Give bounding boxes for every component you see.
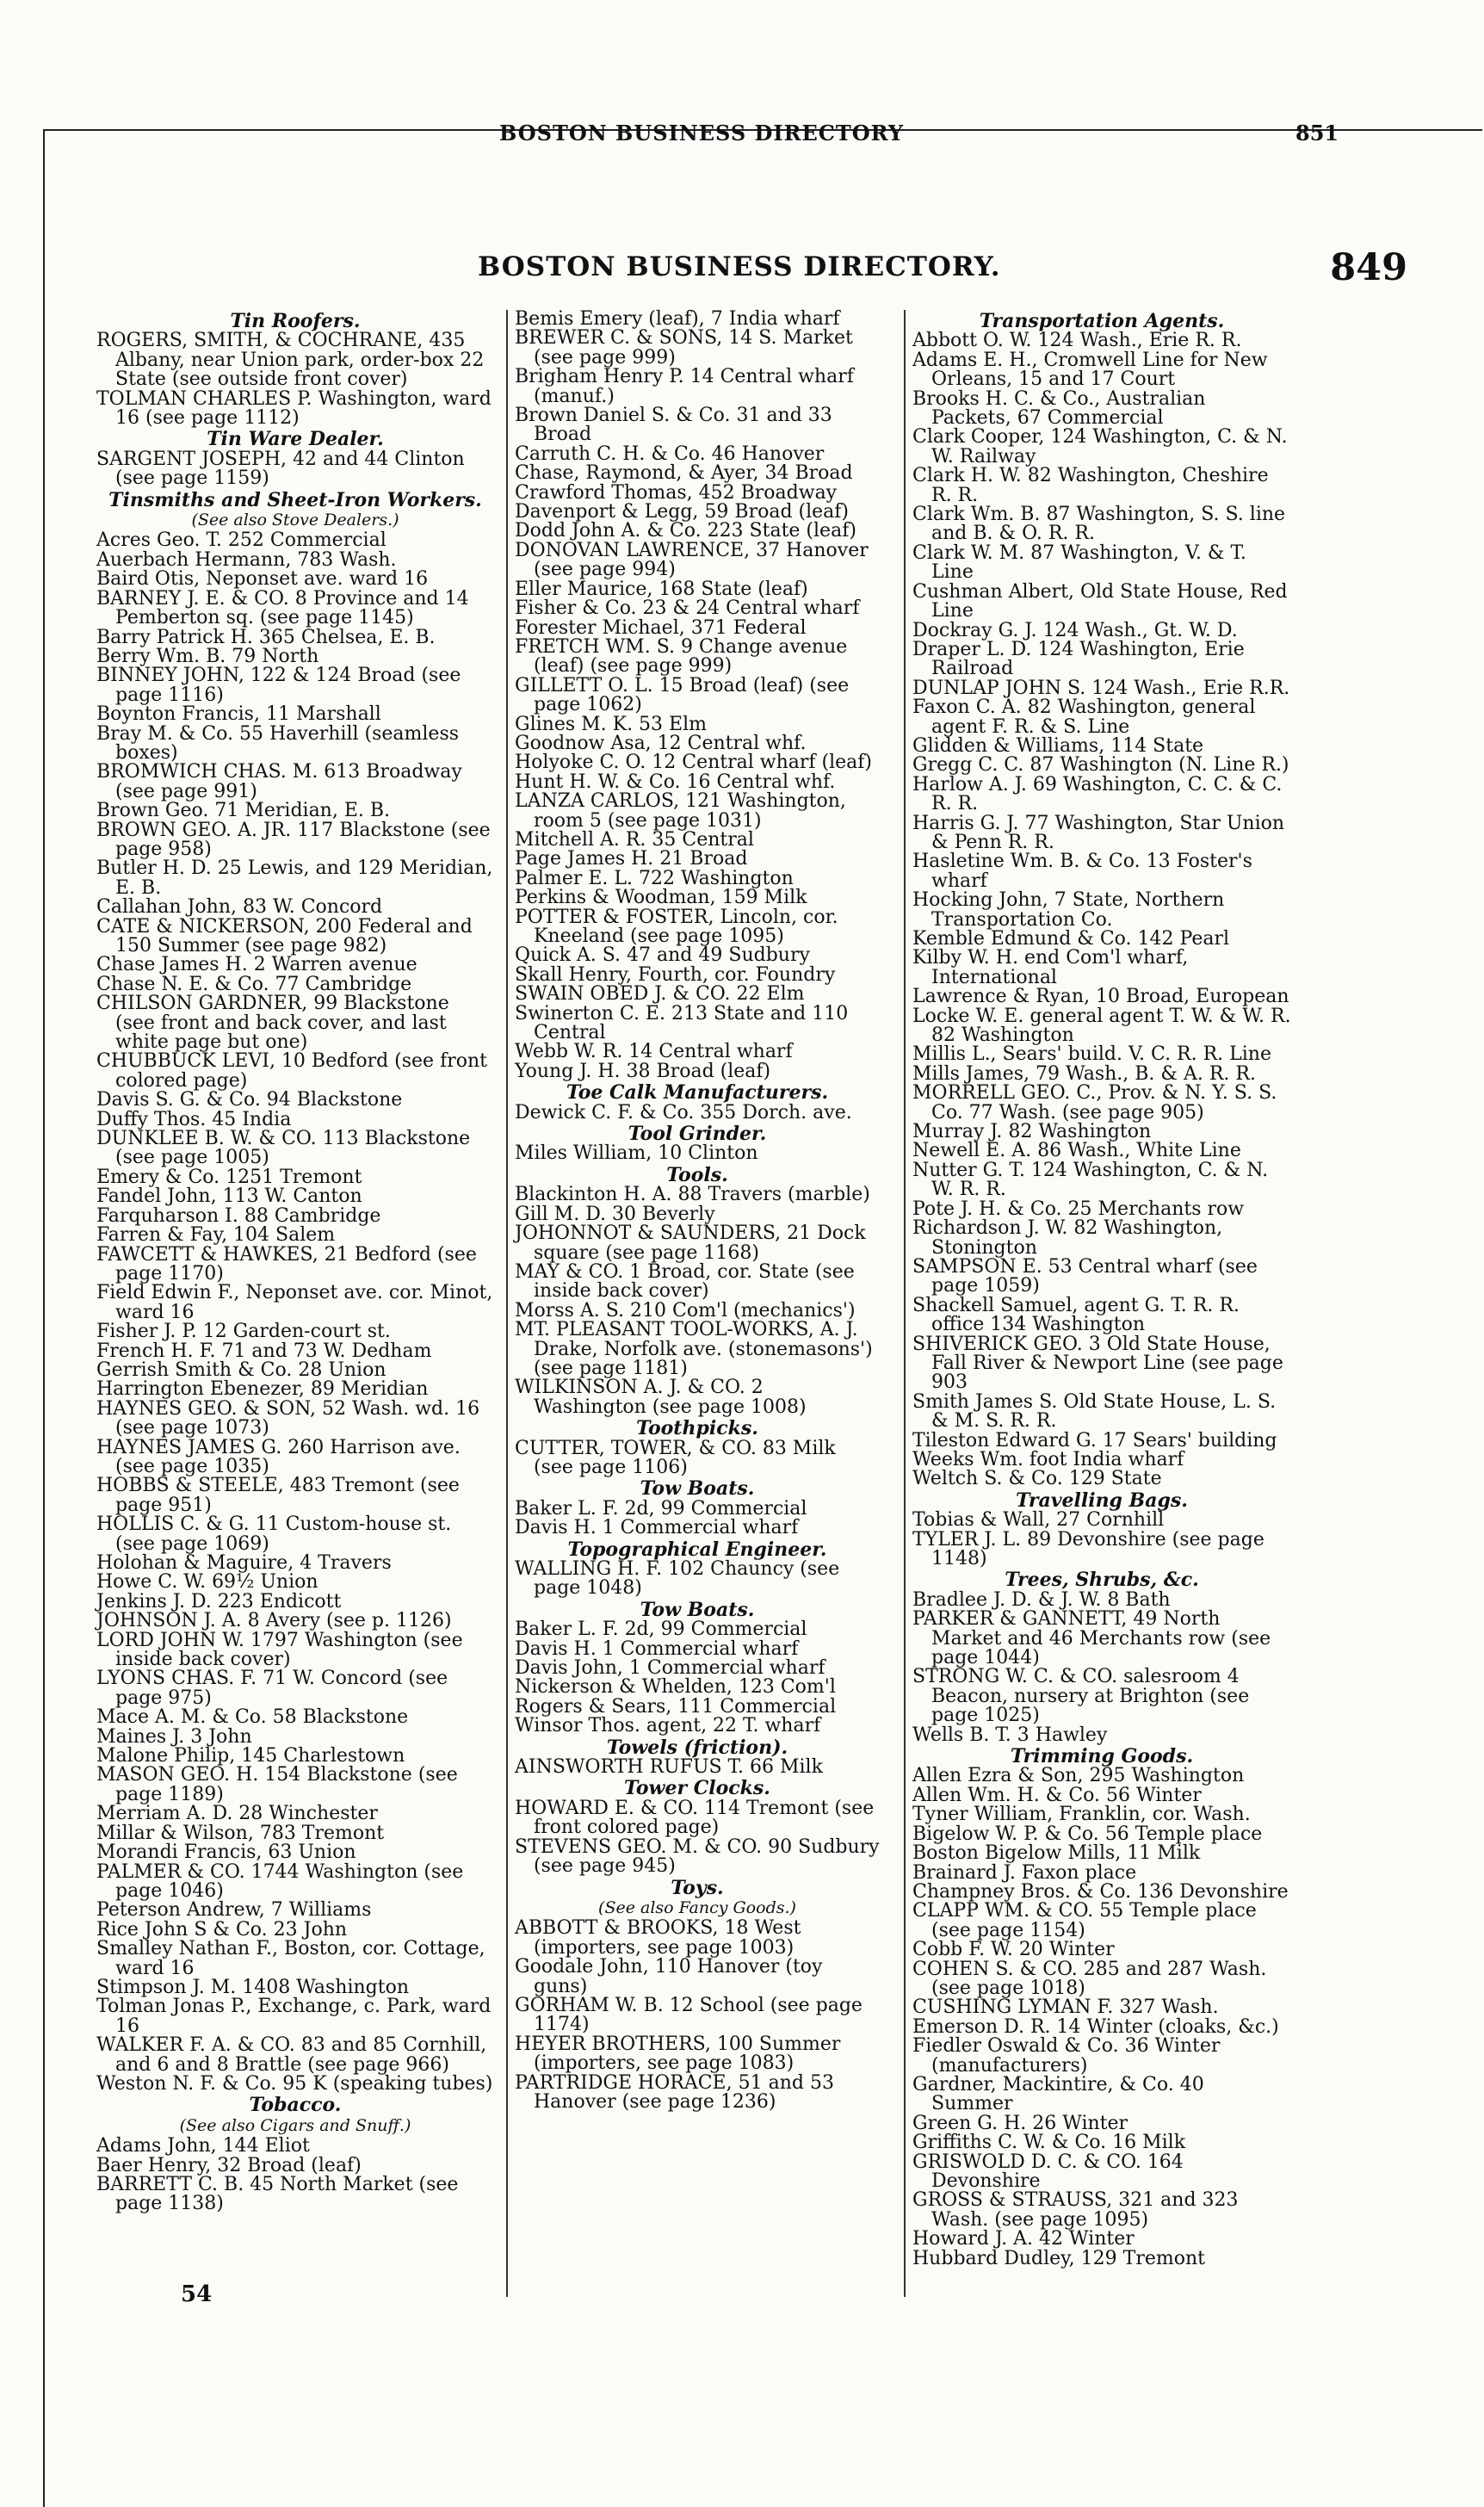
directory-entry: Field Edwin F., Neponset ave. cor. Minot, ward 16	[96, 1282, 493, 1323]
directory-entry: Weston N. F. & Co. 95 K (speaking tubes)	[96, 2072, 493, 2095]
directory-entry: Goodale John, 110 Hanover (toy guns)	[515, 1956, 823, 1997]
directory-entry: Glidden & Williams, 114 State	[912, 734, 1204, 757]
directory-entry: CATE & NICKERSON, 200 Federal and 150 Summer (see page 982)	[96, 915, 473, 956]
directory-entry: Kemble Edmund & Co. 142 Pearl	[912, 928, 1230, 950]
directory-entry: GORHAM W. B. 12 School (see page 1174)	[515, 1994, 863, 2036]
directory-entry: Harrington Ebenezer, 89 Meridian	[96, 1378, 429, 1401]
directory-entry: Hocking John, 7 State, Northern Transportation Co.	[912, 889, 1225, 931]
directory-entry: Tolman Jonas P., Exchange, c. Park, ward 16	[96, 1996, 492, 2037]
directory-entry: ROGERS, SMITH, & COCHRANE, 435 Albany, near Union park, order-box 22 State (see outside front cover)	[96, 330, 485, 391]
directory-entry: Forester Michael, 371 Federal	[515, 616, 807, 639]
directory-entry: FAWCETT & HAWKES, 21 Bedford (see page 1170)	[96, 1243, 477, 1284]
directory-entry: BROWN GEO. A. JR. 117 Blackstone (see page 958)	[96, 819, 491, 860]
cross-reference: (See also Fancy Goods.)	[598, 1897, 796, 1917]
directory-entry: Bemis Emery (leaf), 7 India wharf	[515, 308, 840, 330]
directory-entry: WALKER F. A. & CO. 83 and 85 Cornhill, and 6 and 8 Brattle (see page 966)	[96, 2034, 487, 2076]
directory-entry: Murray J. 82 Washington	[912, 1121, 1152, 1143]
section-heading: Toothpicks.	[636, 1417, 758, 1440]
directory-entry: BARRETT C. B. 45 North Market (see page 1138)	[96, 2174, 459, 2215]
directory-entry: Skall Henry, Fourth, cor. Foundry	[515, 963, 836, 986]
section-heading: Toys.	[671, 1876, 724, 1899]
directory-entry: Fisher J. P. 12 Garden-court st.	[96, 1321, 391, 1343]
directory-entry: HOBBS & STEELE, 483 Tremont (see page 951)	[96, 1475, 460, 1516]
directory-entry: Eller Maurice, 168 State (leaf)	[515, 578, 808, 600]
directory-entry: LANZA CARLOS, 121 Washington, room 5 (see page 1031)	[515, 790, 846, 832]
directory-entry: HOWARD E. & CO. 114 Tremont (see front colored page)	[515, 1797, 875, 1839]
previous-page-running-head: BOSTON BUSINESS DIRECTORY	[499, 121, 905, 145]
directory-entry: SAMPSON E. 53 Central wharf (see page 1059)	[912, 1255, 1258, 1297]
directory-entry: Smalley Nathan F., Boston, cor. Cottage, ward 16	[96, 1938, 485, 1979]
directory-entry: CLAPP WM. & CO. 55 Temple place (see page 1154)	[912, 1900, 1257, 1941]
directory-entry: Mills James, 79 Wash., B. & A. R. R.	[912, 1062, 1256, 1085]
directory-entry: Abbott O. W. 124 Wash., Erie R. R.	[912, 330, 1242, 352]
directory-entry: HEYER BROTHERS, 100 Summer (importers, see page 1083)	[515, 2033, 841, 2075]
directory-entry: Faxon C. A. 82 Washington, general agent F. R. & S. Line	[912, 696, 1256, 738]
directory-entry: Brown Daniel S. & Co. 31 and 33 Broad	[515, 405, 832, 446]
directory-entry: DONOVAN LAWRENCE, 37 Hanover (see page 994)	[515, 539, 869, 581]
page-number: 849	[1330, 246, 1407, 289]
directory-entry: ABBOTT & BROOKS, 18 West (importers, see page 1003)	[515, 1917, 801, 1959]
directory-entry: Morandi Francis, 63 Union	[96, 1842, 356, 1864]
directory-entry: Clark W. M. 87 Washington, V. & T. Line	[912, 542, 1246, 584]
directory-entry: Emerson D. R. 14 Winter (cloaks, &c.)	[912, 2015, 1279, 2038]
directory-entry: Kilby W. H. end Com'l wharf, International	[912, 947, 1189, 988]
directory-entry: Holyoke C. O. 12 Central wharf (leaf)	[515, 752, 873, 774]
directory-entry: Young J. H. 38 Broad (leaf)	[515, 1060, 771, 1082]
directory-entry: Millis L., Sears' build. V. C. R. R. Line	[912, 1043, 1271, 1066]
directory-entry: Carruth C. H. & Co. 46 Hanover	[515, 443, 825, 465]
directory-column-3	[912, 310, 1291, 2269]
directory-entry: MASON GEO. H. 154 Blackstone (see page 1189)	[96, 1764, 458, 1805]
directory-entry: POTTER & FOSTER, Lincoln, cor. Kneeland (see page 1095)	[515, 906, 838, 947]
directory-entry: BROMWICH CHAS. M. 613 Broadway (see page 991)	[96, 761, 462, 802]
directory-entry: Maines J. 3 John	[96, 1725, 252, 1748]
directory-entry: Fiedler Oswald & Co. 36 Winter (manufacturers)	[912, 2035, 1221, 2077]
directory-entry: Palmer E. L. 722 Washington	[515, 867, 794, 889]
directory-entry: AINSWORTH RUFUS T. 66 Milk	[515, 1756, 823, 1779]
directory-entry: STRONG W. C. & CO. salesroom 4 Beacon, nursery at Brighton (see page 1025)	[912, 1666, 1250, 1727]
directory-entry: Griffiths C. W. & Co. 16 Milk	[912, 2132, 1186, 2154]
directory-entry: Bray M. & Co. 55 Haverhill (seamless boxes)	[96, 722, 460, 764]
directory-entry: LORD JOHN W. 1797 Washington (see inside back cover)	[96, 1629, 463, 1671]
directory-entry: CUSHING LYMAN F. 327 Wash.	[912, 1996, 1219, 2019]
directory-entry: Baker L. F. 2d, 99 Commercial	[515, 1497, 807, 1520]
section-heading: Tin Roofers.	[230, 310, 361, 332]
directory-entry: Adams E. H., Cromwell Line for New Orleans, 15 and 17 Court	[912, 349, 1268, 391]
directory-entry: Howe C. W. 69½ Union	[96, 1571, 318, 1594]
directory-entry: Cobb F. W. 20 Winter	[912, 1939, 1115, 1961]
directory-entry: JOHNSON J. A. 8 Avery (see p. 1126)	[96, 1610, 452, 1632]
directory-entry: LYONS CHAS. F. 71 W. Concord (see page 975)	[96, 1668, 448, 1709]
directory-entry: Brown Geo. 71 Meridian, E. B.	[96, 800, 391, 822]
directory-entry: Tobias & Wall, 27 Cornhill	[912, 1509, 1165, 1532]
directory-entry: Hasletine Wm. B. & Co. 13 Foster's wharf	[912, 851, 1252, 892]
signature-mark: 54	[181, 2281, 213, 2307]
directory-entry: Gardner, Mackintire, & Co. 40 Summer	[912, 2073, 1204, 2115]
directory-entry: DUNKLEE B. W. & CO. 113 Blackstone (see page 1005)	[96, 1128, 471, 1169]
directory-entry: Adams John, 144 Eliot	[96, 2135, 310, 2157]
directory-entry: Mitchell A. R. 35 Central	[515, 828, 754, 851]
directory-entry: Swinerton C. E. 213 State and 110 Central	[515, 1002, 849, 1044]
directory-entry: CHUBBUCK LEVI, 10 Bedford (see front colored page)	[96, 1050, 487, 1092]
directory-entry: Duffy Thos. 45 India	[96, 1108, 292, 1130]
directory-entry: CUTTER, TOWER, & CO. 83 Milk (see page 1106)	[515, 1437, 836, 1478]
directory-entry: Miles William, 10 Clinton	[515, 1142, 758, 1165]
directory-entry: Weeks Wm. foot India wharf	[912, 1448, 1184, 1470]
directory-entry: JOHONNOT & SAUNDERS, 21 Dock square (see page 1168)	[515, 1223, 866, 1264]
directory-entry: Farquharson I. 88 Cambridge	[96, 1204, 381, 1227]
directory-entry: Pote J. H. & Co. 25 Merchants row	[912, 1198, 1245, 1220]
directory-entry: Jenkins J. D. 223 Endicott	[96, 1590, 342, 1613]
directory-entry: Fandel John, 113 W. Canton	[96, 1185, 362, 1208]
directory-entry: Goodnow Asa, 12 Central whf.	[515, 732, 807, 754]
directory-entry: Stimpson J. M. 1408 Washington	[96, 1976, 409, 1998]
directory-entry: Baker L. F. 2d, 99 Commercial	[515, 1619, 807, 1641]
directory-entry: Quick A. S. 47 and 49 Sudbury	[515, 944, 810, 967]
directory-entry: Smith James S. Old State House, L. S. & M. S. R. R.	[912, 1390, 1277, 1433]
section-heading: Toe Calk Manufacturers.	[566, 1081, 829, 1105]
directory-entry: Richardson J. W. 82 Washington, Stonington	[912, 1217, 1223, 1259]
directory-entry: Brigham Henry P. 14 Central wharf (manuf.)	[515, 366, 854, 407]
directory-entry: Acres Geo. T. 252 Commercial	[96, 529, 386, 552]
section-heading: Tower Clocks.	[624, 1777, 770, 1800]
directory-entry: Rogers & Sears, 111 Commercial	[515, 1695, 837, 1718]
previous-page-number: 851	[1295, 121, 1339, 145]
directory-entry: Chase N. E. & Co. 77 Cambridge	[96, 973, 412, 995]
directory-entry: Morss A. S. 210 Com'l (mechanics')	[515, 1299, 856, 1322]
section-heading: Trees, Shrubs, &c.	[1005, 1569, 1199, 1592]
directory-entry: CHILSON GARDNER, 99 Blackstone (see front and back cover, and last white page but one)	[96, 993, 449, 1054]
directory-entry: STEVENS GEO. M. & CO. 90 Sudbury (see page 945)	[515, 1835, 880, 1878]
directory-entry: PARKER & GANNETT, 49 North Market and 46 Merchants row (see page 1044)	[912, 1608, 1271, 1669]
directory-entry: Allen Ezra & Son, 295 Washington	[912, 1765, 1245, 1787]
directory-entry: BREWER C. & SONS, 14 S. Market (see page 999)	[515, 327, 853, 368]
directory-entry: Harlow A. J. 69 Washington, C. C. & C. R. R.	[912, 773, 1283, 815]
directory-entry: Gregg C. C. 87 Washington (N. Line R.)	[912, 754, 1289, 777]
directory-entry: Millar & Wilson, 783 Tremont	[96, 1822, 385, 1844]
directory-entry: Dockray G. J. 124 Wash., Gt. W. D.	[912, 619, 1238, 641]
directory-entry: Malone Philip, 145 Charlestown	[96, 1745, 405, 1767]
directory-entry: Lawrence & Ryan, 10 Broad, European	[912, 986, 1289, 1008]
directory-entry: Dodd John A. & Co. 223 State (leaf)	[515, 520, 856, 542]
directory-entry: Davis S. G. & Co. 94 Blackstone	[96, 1089, 403, 1111]
directory-entry: Nutter G. T. 124 Washington, C. & N. W. R. R.	[912, 1159, 1269, 1201]
directory-entry: Bigelow W. P. & Co. 56 Temple place	[912, 1823, 1263, 1845]
directory-column-2	[515, 310, 880, 2112]
directory-entry: Chase, Raymond, & Ayer, 34 Broad	[515, 462, 853, 485]
directory-entry: Clark H. W. 82 Washington, Cheshire R. R.	[912, 465, 1269, 506]
directory-entry: Boston Bigelow Mills, 11 Milk	[912, 1842, 1201, 1865]
directory-entry: Draper L. D. 124 Washington, Erie Railroad	[912, 638, 1245, 680]
section-heading: Transportation Agents.	[979, 310, 1225, 332]
section-heading: Tin Ware Dealer.	[207, 428, 384, 451]
directory-entry: Baird Otis, Neponset ave. ward 16	[96, 568, 429, 591]
directory-entry: Dewick C. F. & Co. 355 Dorch. ave.	[515, 1101, 852, 1124]
directory-entry: Gill M. D. 30 Beverly	[515, 1203, 715, 1225]
directory-entry: WALLING H. F. 102 Chauncy (see page 1048)	[515, 1558, 840, 1600]
directory-entry: WILKINSON A. J. & CO. 2 Washington (see page 1008)	[515, 1377, 807, 1418]
directory-entry: Wells B. T. 3 Hawley	[912, 1724, 1108, 1746]
directory-entry: Crawford Thomas, 452 Broadway	[515, 481, 838, 504]
directory-entry: HAYNES JAMES G. 260 Harrison ave. (see page 1035)	[96, 1436, 461, 1477]
section-heading: Tow Boats.	[640, 1477, 755, 1501]
directory-entry: Butler H. D. 25 Lewis, and 129 Meridian, E. B.	[96, 857, 493, 899]
directory-entry: MAY & CO. 1 Broad, cor. State (see inside back cover)	[515, 1260, 855, 1303]
directory-entry: GILLETT O. L. 15 Broad (leaf) (see page 1062)	[515, 674, 850, 716]
directory-entry: SARGENT JOSEPH, 42 and 44 Clinton (see page 1159)	[96, 448, 465, 490]
directory-entry: PARTRIDGE HORACE, 51 and 53 Hanover (see page 1236)	[515, 2071, 834, 2113]
directory-entry: Davenport & Legg, 59 Broad (leaf)	[515, 501, 849, 523]
directory-entry: Locke W. E. general agent T. W. & W. R. 82 Washington	[912, 1005, 1291, 1047]
directory-entry: Tileston Edward G. 17 Sears' building	[912, 1429, 1277, 1452]
directory-entry: Clark Cooper, 124 Washington, C. & N. W. Railway	[912, 426, 1288, 467]
directory-entry: Glines M. K. 53 Elm	[515, 713, 707, 735]
cross-reference: (See also Stove Dealers.)	[191, 511, 399, 530]
directory-entry: Brooks H. C. & Co., Australian Packets, 67 Commercial	[912, 387, 1206, 430]
directory-entry: SWAIN OBED J. & CO. 22 Elm	[515, 983, 805, 1006]
column-divider	[506, 310, 508, 2297]
directory-entry: BINNEY JOHN, 122 & 124 Broad (see page 1116)	[96, 665, 461, 706]
directory-entry: Holohan & Maguire, 4 Travers	[96, 1552, 392, 1574]
page-title: BOSTON BUSINESS DIRECTORY.	[478, 251, 1001, 282]
directory-entry: Champney Bros. & Co. 136 Devonshire	[912, 1880, 1289, 1903]
directory-entry: Berry Wm. B. 79 North	[96, 645, 319, 667]
directory-entry: TOLMAN CHARLES P. Washington, ward 16 (see page 1112)	[96, 387, 492, 430]
directory-entry: Davis H. 1 Commercial wharf	[515, 1517, 799, 1539]
directory-entry: Davis H. 1 Commercial wharf	[515, 1637, 799, 1660]
directory-entry: Winsor Thos. agent, 22 T. wharf	[515, 1715, 821, 1737]
directory-entry: Mace A. M. & Co. 58 Blackstone	[96, 1706, 409, 1729]
directory-entry: Chase James H. 2 Warren avenue	[96, 954, 417, 976]
directory-entry: Gerrish Smith & Co. 28 Union	[96, 1359, 386, 1381]
directory-entry: Emery & Co. 1251 Tremont	[96, 1166, 362, 1188]
section-heading: Tool Grinder.	[628, 1123, 767, 1146]
directory-entry: Boynton Francis, 11 Marshall	[96, 703, 381, 726]
directory-entry: Shackell Samuel, agent G. T. R. R. office 134 Washington	[912, 1294, 1240, 1336]
directory-entry: DUNLAP JOHN S. 124 Wash., Erie R.R.	[912, 677, 1290, 699]
section-heading: Trimming Goods.	[1010, 1745, 1194, 1768]
directory-entry: Page James H. 21 Broad	[515, 848, 748, 870]
directory-entry: Davis John, 1 Commercial wharf	[515, 1657, 825, 1680]
directory-entry: Hubbard Dudley, 129 Tremont	[912, 2247, 1205, 2269]
directory-entry: MT. PLEASANT TOOL-WORKS, A. J. Drake, Norfolk ave. (stonemasons') (see page 1181)	[515, 1319, 873, 1379]
directory-entry: GROSS & STRAUSS, 321 and 323 Wash. (see page 1095)	[912, 2189, 1239, 2231]
directory-entry: Baer Henry, 32 Broad (leaf)	[96, 2154, 362, 2176]
directory-entry: Peterson Andrew, 7 Williams	[96, 1899, 372, 1922]
directory-entry: SHIVERICK GEO. 3 Old State House, Fall River & Newport Line (see page 903	[912, 1333, 1283, 1394]
directory-entry: BARNEY J. E. & CO. 8 Province and 14 Pemberton sq. (see page 1145)	[96, 587, 469, 629]
directory-entry: Newell E. A. 86 Wash., White Line	[912, 1140, 1241, 1162]
directory-entry: Perkins & Woodman, 159 Milk	[515, 887, 807, 909]
page-header	[478, 246, 1407, 294]
directory-entry: Bradlee J. D. & J. W. 8 Bath	[912, 1588, 1171, 1611]
directory-column-1	[96, 310, 494, 2214]
directory-entry: Merriam A. D. 28 Winchester	[96, 1803, 378, 1825]
directory-entry: Clark Wm. B. 87 Washington, S. S. line and B. & O. R. R.	[912, 504, 1286, 545]
directory-entry: Hunt H. W. & Co. 16 Central whf.	[515, 771, 836, 793]
directory-entry: COHEN S. & CO. 285 and 287 Wash. (see page 1018)	[912, 1958, 1267, 1999]
directory-entry: Cushman Albert, Old State House, Red Line	[912, 580, 1288, 622]
section-heading: Tools.	[666, 1163, 728, 1186]
section-heading: Tobacco.	[249, 2094, 342, 2117]
directory-entry: Nickerson & Whelden, 123 Com'l	[515, 1676, 836, 1699]
section-heading: Tinsmiths and Sheet-Iron Workers.	[108, 488, 482, 511]
directory-entry: HAYNES GEO. & SON, 52 Wash. wd. 16 (see page 1073)	[96, 1397, 480, 1439]
directory-entry: Harris G. J. 77 Washington, Star Union & Penn R. R.	[912, 812, 1285, 853]
directory-entry: Fisher & Co. 23 & 24 Central wharf	[515, 597, 860, 620]
directory-entry: MORRELL GEO. C., Prov. & N. Y. S. S. Co. 77 Wash. (see page 905)	[912, 1082, 1277, 1124]
cross-reference: (See also Cigars and Snuff.)	[179, 2115, 411, 2135]
directory-entry: Rice John S & Co. 23 John	[96, 1918, 348, 1941]
directory-entry: Brainard J. Faxon place	[912, 1861, 1137, 1884]
directory-entry: Webb W. R. 14 Central wharf	[515, 1041, 793, 1063]
directory-entry: Allen Wm. H. & Co. 56 Winter	[912, 1784, 1202, 1806]
section-heading: Topographical Engineer.	[567, 1538, 827, 1561]
directory-entry: French H. F. 71 and 73 W. Dedham	[96, 1340, 432, 1362]
directory-entry: PALMER & CO. 1744 Washington (see page 1046)	[96, 1860, 464, 1902]
directory-entry: Blackinton H. A. 88 Travers (marble)	[515, 1184, 870, 1206]
section-heading: Travelling Bags.	[1016, 1489, 1188, 1512]
directory-entry: Auerbach Hermann, 783 Wash.	[96, 548, 397, 571]
directory-entry: Howard J. A. 42 Winter	[912, 2228, 1135, 2250]
directory-entry: Barry Patrick H. 365 Chelsea, E. B.	[96, 626, 436, 648]
directory-entry: Weltch S. & Co. 129 State	[912, 1468, 1162, 1490]
section-heading: Tow Boats.	[640, 1598, 755, 1621]
section-heading: Towels (friction).	[606, 1736, 788, 1759]
directory-entry: TYLER J. L. 89 Devonshire (see page 1148)	[912, 1528, 1264, 1569]
directory-entry: GRISWOLD D. C. & CO. 164 Devonshire	[912, 2151, 1184, 2192]
directory-entry: Callahan John, 83 W. Concord	[96, 896, 383, 919]
directory-entry: Green G. H. 26 Winter	[912, 2112, 1128, 2134]
directory-entry: HOLLIS C. & G. 11 Custom-house st. (see page 1069)	[96, 1513, 452, 1555]
directory-entry: Farren & Fay, 104 Salem	[96, 1224, 336, 1247]
column-divider	[904, 310, 906, 2297]
directory-entry: FRETCH WM. S. 9 Change avenue (leaf) (see page 999)	[515, 635, 848, 678]
directory-entry: Tyner William, Franklin, cor. Wash.	[912, 1804, 1251, 1826]
